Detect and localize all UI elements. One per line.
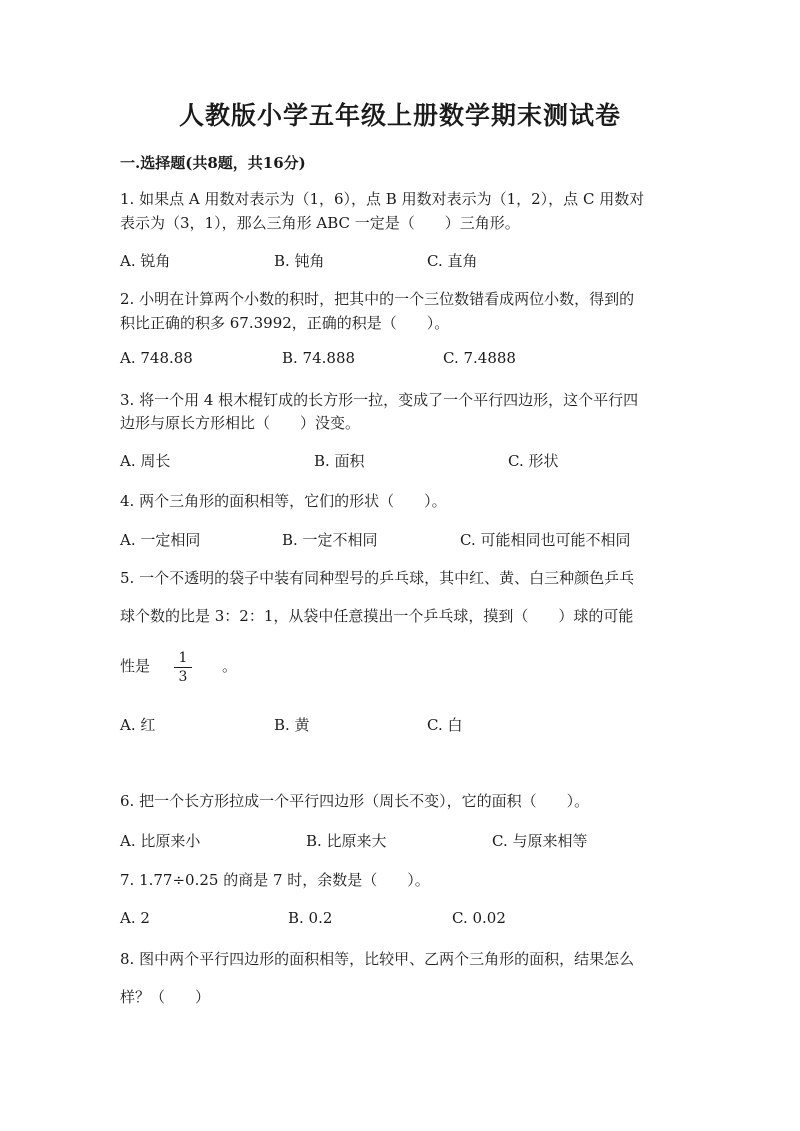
question-5-option-c: C. 白 [427, 716, 463, 734]
question-1-line-1: 1. 如果点 A 用数对表示为（1，6），点 B 用数对表示为（1，2），点 C 用数对 [120, 190, 645, 208]
question-4-option-b: B. 一定不相同 [282, 531, 378, 549]
question-5-option-a: A. 红 [120, 716, 156, 734]
question-5-line-3: 性是 [120, 657, 151, 675]
question-6-option-c: C. 与原来相等 [492, 832, 588, 850]
question-4-option-c: C. 可能相同也可能不相同 [460, 531, 631, 549]
question-4-line-1: 4. 两个三角形的面积相等，它们的形状（ ）。 [120, 492, 447, 510]
question-3-option-c: C. 形状 [508, 452, 559, 470]
question-3-option-b: B. 面积 [314, 452, 365, 470]
fraction-denominator: 3 [178, 669, 188, 685]
question-6-option-b: B. 比原来大 [306, 832, 387, 850]
fraction-numerator: 1 [178, 650, 188, 666]
fraction-bar [174, 667, 192, 668]
question-2-line-1: 2. 小明在计算两个小数的积时，把其中的一个三位数错看成两位小数，得到的 [120, 290, 635, 308]
question-2-option-a: A. 748.88 [120, 349, 193, 367]
question-3-line-1: 3. 将一个用 4 根木棍钉成的长方形一拉，变成了一个平行四边形，这个平行四 [120, 391, 639, 409]
question-7-option-c: C. 0.02 [452, 909, 506, 927]
question-4-option-a: A. 一定相同 [120, 531, 201, 549]
question-8-line-2: 样？（ ） [120, 988, 211, 1006]
question-7-option-b: B. 0.2 [288, 909, 333, 927]
question-2-option-c: C. 7.4888 [443, 349, 516, 367]
question-6-option-a: A. 比原来小 [120, 832, 201, 850]
question-7-option-a: A. 2 [120, 909, 150, 927]
question-5-line-2: 球个数的比是 3：2：1，从袋中任意摸出一个乒乓球，摸到（ ）球的可能 [120, 607, 634, 625]
page-title: 人教版小学五年级上册数学期末测试卷 [178, 101, 621, 130]
fraction [174, 650, 192, 685]
question-6-line-1: 6. 把一个长方形拉成一个平行四边形（周长不变），它的面积（ ）。 [120, 792, 590, 810]
question-5-option-b: B. 黄 [274, 716, 310, 734]
section-heading: 一.选择题(共8题，共16分) [120, 154, 306, 172]
question-3-option-a: A. 周长 [120, 452, 171, 470]
question-3-line-2: 边形与原长方形相比（ ）没变。 [120, 414, 361, 432]
question-1-line-2: 表示为（3，1），那么三角形 ABC 一定是（ ）三角形。 [120, 214, 520, 232]
question-1-option-a: A. 锐角 [120, 252, 171, 270]
question-5-line-1: 5. 一个不透明的袋子中装有同种型号的乒乓球，其中红、黄、白三种颜色乒乓 [120, 569, 635, 587]
question-7-line-1: 7. 1.77÷0.25 的商是 7 时，余数是（ ）。 [120, 871, 430, 889]
question-1-option-c: C. 直角 [427, 252, 478, 270]
question-5-line-3-end: 。 [222, 657, 238, 675]
question-2-option-b: B. 74.888 [282, 349, 356, 367]
question-1-option-b: B. 钝角 [274, 252, 325, 270]
question-8-line-1: 8. 图中两个平行四边形的面积相等，比较甲、乙两个三角形的面积，结果怎么 [120, 950, 635, 968]
question-2-line-2: 积比正确的积多 67.3992，正确的积是（ ）。 [120, 314, 450, 332]
